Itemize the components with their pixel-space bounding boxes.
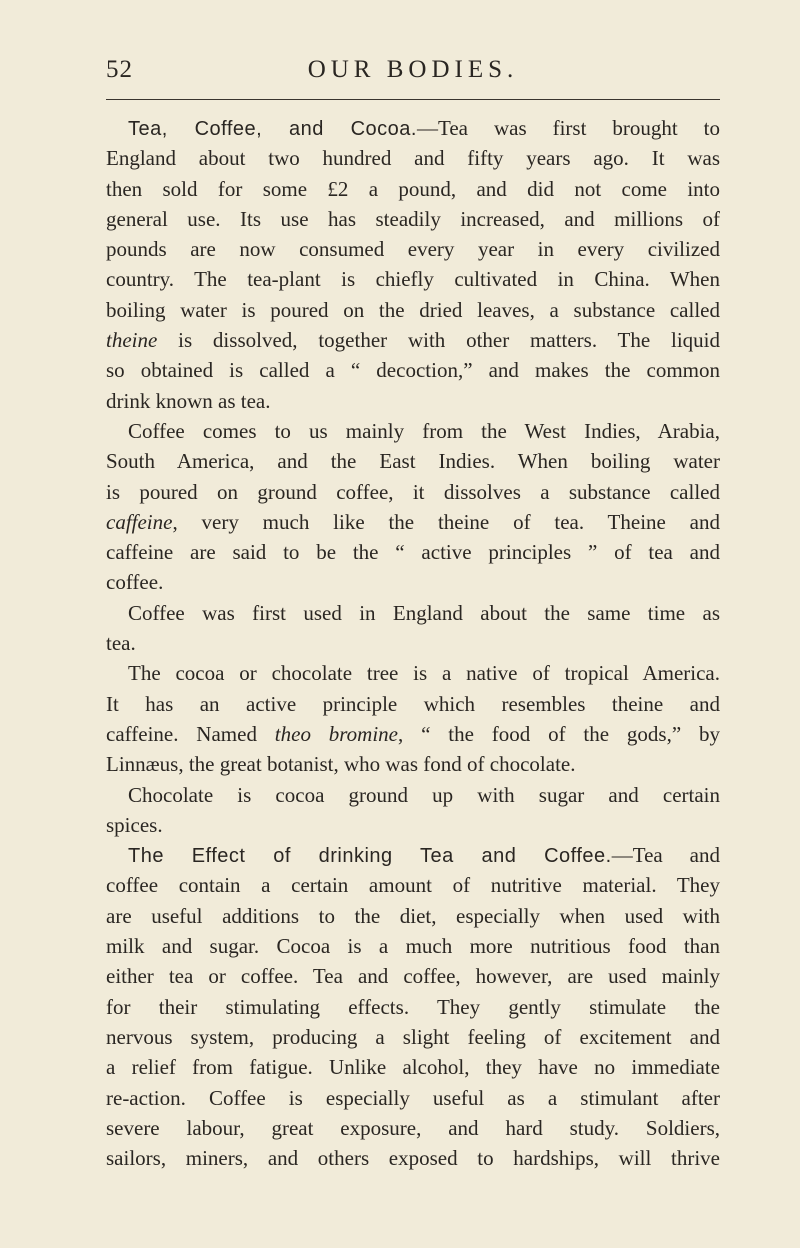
text-line: country. The tea-plant is chiefly cultivated in China. When — [106, 267, 720, 292]
text-line: coffee. — [106, 570, 164, 595]
text-line: The Effect of drinking Tea and Coffee.—Tea and — [128, 843, 720, 868]
text-line: South America, and the East Indies. When boiling water — [106, 449, 720, 474]
text-line: The cocoa or chocolate tree is a native of tropical America. — [128, 661, 720, 686]
text-line: It has an active principle which resembles theine and — [106, 691, 720, 716]
text-line: coffee contain a certain amount of nutritive material. They — [106, 873, 720, 898]
text-line: caffeine. Named theo bromine, “ the food of the gods,” by — [106, 721, 720, 746]
italic-term: theo bromine — [274, 721, 399, 746]
text-line: England about two hundred and fifty years ago. It was — [106, 146, 720, 171]
text-line: either tea or coffee. Tea and coffee, however, are used mainly — [106, 964, 720, 989]
text-line: drink known as tea. — [106, 388, 271, 413]
text-line: sailors, miners, and others exposed to hardships, will thrive — [106, 1146, 720, 1171]
paragraph-tea-coffee-cocoa — [106, 113, 720, 416]
italic-term: caffeine — [106, 509, 173, 534]
body-text — [106, 113, 720, 1173]
page-number: 52 — [106, 56, 133, 83]
text-line: nervous system, producing a slight feeling of excitement and — [106, 1024, 720, 1049]
section-heading: Tea, Coffee, and Cocoa. — [128, 118, 417, 140]
text-line: caffeine, very much like the theine of tea. Theine and — [106, 509, 720, 534]
text-line: a relief from fatigue. Unlike alcohol, they have no immediate — [106, 1055, 720, 1080]
text-line: severe labour, great exposure, and hard study. Soldiers, — [106, 1115, 720, 1140]
paragraph-coffee-england — [106, 598, 720, 659]
section-heading: The Effect of drinking Tea and Coffee. — [128, 845, 612, 868]
text-line: Coffee comes to us mainly from the West Indies, Arabia, — [128, 418, 720, 443]
running-title: OUR BODIES. — [307, 56, 519, 83]
text-line: pounds are now consumed every year in every civilized — [106, 237, 720, 262]
text-line: re-action. Coffee is especially useful as a stimulant after — [106, 1085, 720, 1110]
text-line: Chocolate is cocoa ground up with sugar and certain — [128, 782, 720, 807]
header-rule — [106, 99, 720, 100]
page-header — [106, 56, 720, 96]
text-line: general use. Its use has steadily increased, and millions of — [106, 206, 720, 231]
text-line: are useful additions to the diet, especially when used with — [106, 903, 720, 928]
text-line: Linnæus, the great botanist, who was fond of chocolate. — [106, 752, 576, 777]
paragraph-cocoa-tree — [106, 658, 720, 779]
text-line: caffeine are said to be the “ active principles ” of tea and — [106, 540, 720, 565]
text-line: milk and sugar. Cocoa is a much more nutritious food than — [106, 934, 720, 959]
paragraph-chocolate — [106, 780, 720, 841]
italic-term: theine — [106, 328, 158, 353]
text-line: Coffee was first used in England about the same time as — [128, 600, 720, 625]
text-line: tea. — [106, 631, 136, 656]
text-line: theine is dissolved, together with other matters. The liquid — [106, 328, 720, 353]
paragraph-coffee — [106, 416, 720, 598]
text-line: Tea, Coffee, and Cocoa.—Tea was first brought to — [128, 116, 720, 140]
text-line: so obtained is called a “ decoction,” and makes the common — [106, 358, 720, 383]
text-line: spices. — [106, 812, 163, 837]
text-line: then sold for some £2 a pound, and did not come into — [106, 176, 720, 201]
text-line: is poured on ground coffee, it dissolves a substance called — [106, 479, 720, 504]
paragraph-effect — [106, 840, 720, 1173]
text-line: boiling water is poured on the dried leaves, a substance called — [106, 297, 720, 322]
text-line: for their stimulating effects. They gently stimulate the — [106, 994, 720, 1019]
